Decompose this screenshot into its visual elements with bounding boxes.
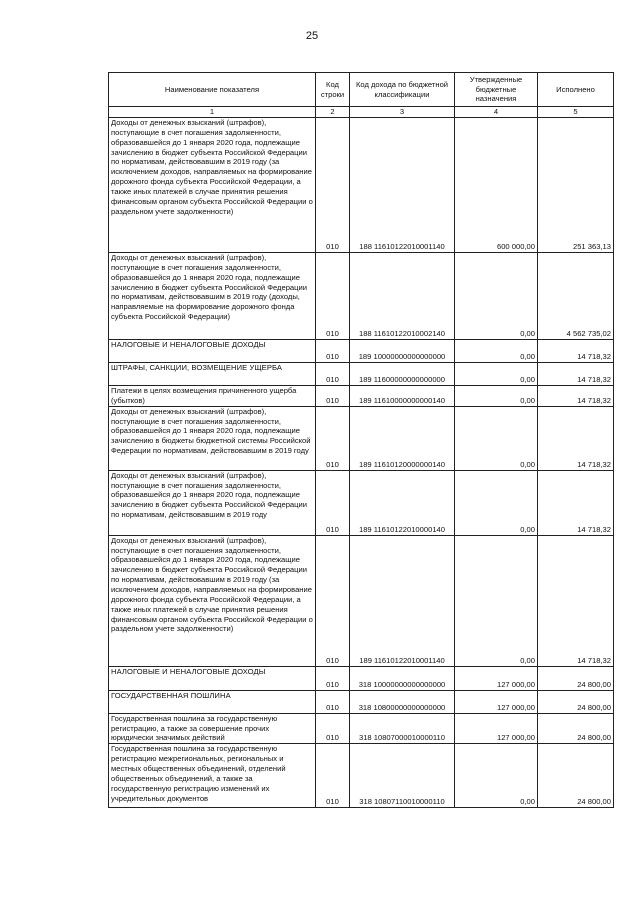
row-executed: 24 800,00 xyxy=(538,713,614,744)
row-budget-code: 189 11600000000000000 xyxy=(350,363,455,386)
row-name: Платежи в целях возмещения причиненного ущерба (убытков) xyxy=(109,386,316,407)
row-name: ШТРАФЫ, САНКЦИИ, ВОЗМЕЩЕНИЕ УЩЕРБА xyxy=(109,363,316,386)
table-row xyxy=(109,744,614,808)
row-executed: 14 718,32 xyxy=(538,363,614,386)
row-line-code: 010 xyxy=(316,363,350,386)
row-name: НАЛОГОВЫЕ И НЕНАЛОГОВЫЕ ДОХОДЫ xyxy=(109,340,316,363)
table-row xyxy=(109,666,614,690)
table-row xyxy=(109,253,614,340)
row-approved: 127 000,00 xyxy=(455,690,538,713)
row-name: Доходы от денежных взысканий (штрафов), поступающие в счет погашения задолженности, образовавшейся до 1 января 2020 года, подлежащие зачислению в бюджет субъекта Российской Федерации по нормативам, действовавшим в 2019 году (за исключением доходов, направляемых на формирование дорожного фонда субъекта Российской Федерации, а также иных платежей в случае принятия решения финансовым органом субъекта Российской Федерации о раздельном учете задолженности) xyxy=(109,118,316,253)
row-name: ГОСУДАРСТВЕННАЯ ПОШЛИНА xyxy=(109,690,316,713)
row-approved: 127 000,00 xyxy=(455,666,538,690)
table-row xyxy=(109,363,614,386)
row-line-code: 010 xyxy=(316,470,350,535)
row-line-code: 010 xyxy=(316,253,350,340)
table-row xyxy=(109,340,614,363)
table-row xyxy=(109,535,614,666)
header-budget-classification-code: Код дохода по бюджетной классификации xyxy=(350,73,455,107)
table-row xyxy=(109,406,614,470)
row-executed: 24 800,00 xyxy=(538,666,614,690)
row-approved: 0,00 xyxy=(455,406,538,470)
row-line-code: 010 xyxy=(316,690,350,713)
row-approved: 0,00 xyxy=(455,744,538,808)
header-line-code: Код строки xyxy=(316,73,350,107)
row-line-code: 010 xyxy=(316,535,350,666)
row-name: Государственная пошлина за государственную регистрацию, а также за совершение прочих юридически значимых действий xyxy=(109,713,316,744)
column-number: 1 xyxy=(109,107,316,118)
column-number: 3 xyxy=(350,107,455,118)
row-line-code: 010 xyxy=(316,713,350,744)
row-approved: 0,00 xyxy=(455,470,538,535)
table-row xyxy=(109,386,614,407)
row-line-code: 010 xyxy=(316,118,350,253)
table-row xyxy=(109,470,614,535)
row-executed: 24 800,00 xyxy=(538,744,614,808)
row-approved: 0,00 xyxy=(455,340,538,363)
row-executed: 14 718,32 xyxy=(538,340,614,363)
row-line-code: 010 xyxy=(316,744,350,808)
row-executed: 4 562 735,02 xyxy=(538,253,614,340)
column-number: 5 xyxy=(538,107,614,118)
row-approved: 127 000,00 xyxy=(455,713,538,744)
row-approved: 0,00 xyxy=(455,253,538,340)
header-executed-amount: Исполнено xyxy=(538,73,614,107)
row-executed: 251 363,13 xyxy=(538,118,614,253)
row-budget-code: 188 11610122010002140 xyxy=(350,253,455,340)
table-row xyxy=(109,690,614,713)
row-executed: 14 718,32 xyxy=(538,406,614,470)
row-name: Государственная пошлина за государственную регистрацию межрегиональных, региональных и местных общественных объединений, отделений общественных объединений, а также за государственную регистрацию изменений их учредительных документов xyxy=(109,744,316,808)
row-name: Доходы от денежных взысканий (штрафов), поступающие в счет погашения задолженности, образовавшейся до 1 января 2020 года, подлежащие зачислению в бюджет субъекта Российской Федерации по нормативам, действовавшим в 2019 году (доходы, направляемые на формирование дорожного фонда субъекта Российской Федерации) xyxy=(109,253,316,340)
row-budget-code: 188 11610122010001140 xyxy=(350,118,455,253)
row-line-code: 010 xyxy=(316,666,350,690)
row-budget-code: 318 10800000000000000 xyxy=(350,690,455,713)
column-number: 4 xyxy=(455,107,538,118)
row-executed: 14 718,32 xyxy=(538,535,614,666)
row-budget-code: 318 10807000010000110 xyxy=(350,713,455,744)
table-header-row xyxy=(109,73,614,107)
row-line-code: 010 xyxy=(316,406,350,470)
row-line-code: 010 xyxy=(316,386,350,407)
row-budget-code: 318 10807110010000110 xyxy=(350,744,455,808)
row-name: Доходы от денежных взысканий (штрафов), поступающие в счет погашения задолженности, образовавшейся до 1 января 2020 года, подлежащие зачислению в бюджет субъекта Российской Федерации по нормативам, действовавшим в 2019 году (за исключением доходов, направляемых на формирование дорожного фонда субъекта Российской Федерации, а также иных платежей в случае принятия решения финансовым органом субъекта Российской Федерации о раздельном учете задолженности) xyxy=(109,535,316,666)
table-row xyxy=(109,713,614,744)
row-line-code: 010 xyxy=(316,340,350,363)
row-approved: 0,00 xyxy=(455,386,538,407)
row-approved: 0,00 xyxy=(455,535,538,666)
row-budget-code: 189 11610000000000140 xyxy=(350,386,455,407)
table-row xyxy=(109,118,614,253)
row-executed: 14 718,32 xyxy=(538,470,614,535)
row-budget-code: 189 11610120000000140 xyxy=(350,406,455,470)
page-number: 25 xyxy=(305,30,319,42)
row-budget-code: 189 11610122010001140 xyxy=(350,535,455,666)
row-budget-code: 189 11610122010000140 xyxy=(350,470,455,535)
row-budget-code: 189 10000000000000000 xyxy=(350,340,455,363)
row-executed: 24 800,00 xyxy=(538,690,614,713)
row-name: Доходы от денежных взысканий (штрафов), поступающие в счет погашения задолженности, образовавшейся до 1 января 2020 года, подлежащие зачислению в бюджеты бюджетной системы Российской Федерации по нормативам, действовавшим в 2019 году xyxy=(109,406,316,470)
row-executed: 14 718,32 xyxy=(538,386,614,407)
column-number: 2 xyxy=(316,107,350,118)
column-number-row xyxy=(109,107,614,118)
row-approved: 600 000,00 xyxy=(455,118,538,253)
header-approved-amount: Утвержденные бюджетные назначения xyxy=(455,73,538,107)
row-name: НАЛОГОВЫЕ И НЕНАЛОГОВЫЕ ДОХОДЫ xyxy=(109,666,316,690)
row-approved: 0,00 xyxy=(455,363,538,386)
row-budget-code: 318 10000000000000000 xyxy=(350,666,455,690)
header-indicator-name: Наименование показателя xyxy=(109,73,316,107)
row-name: Доходы от денежных взысканий (штрафов), поступающие в счет погашения задолженности, образовавшейся до 1 января 2020 года, подлежащие зачислению в бюджет субъекта Российской Федерации по нормативам, действовавшим в 2019 году xyxy=(109,470,316,535)
budget-report-table xyxy=(108,72,614,808)
